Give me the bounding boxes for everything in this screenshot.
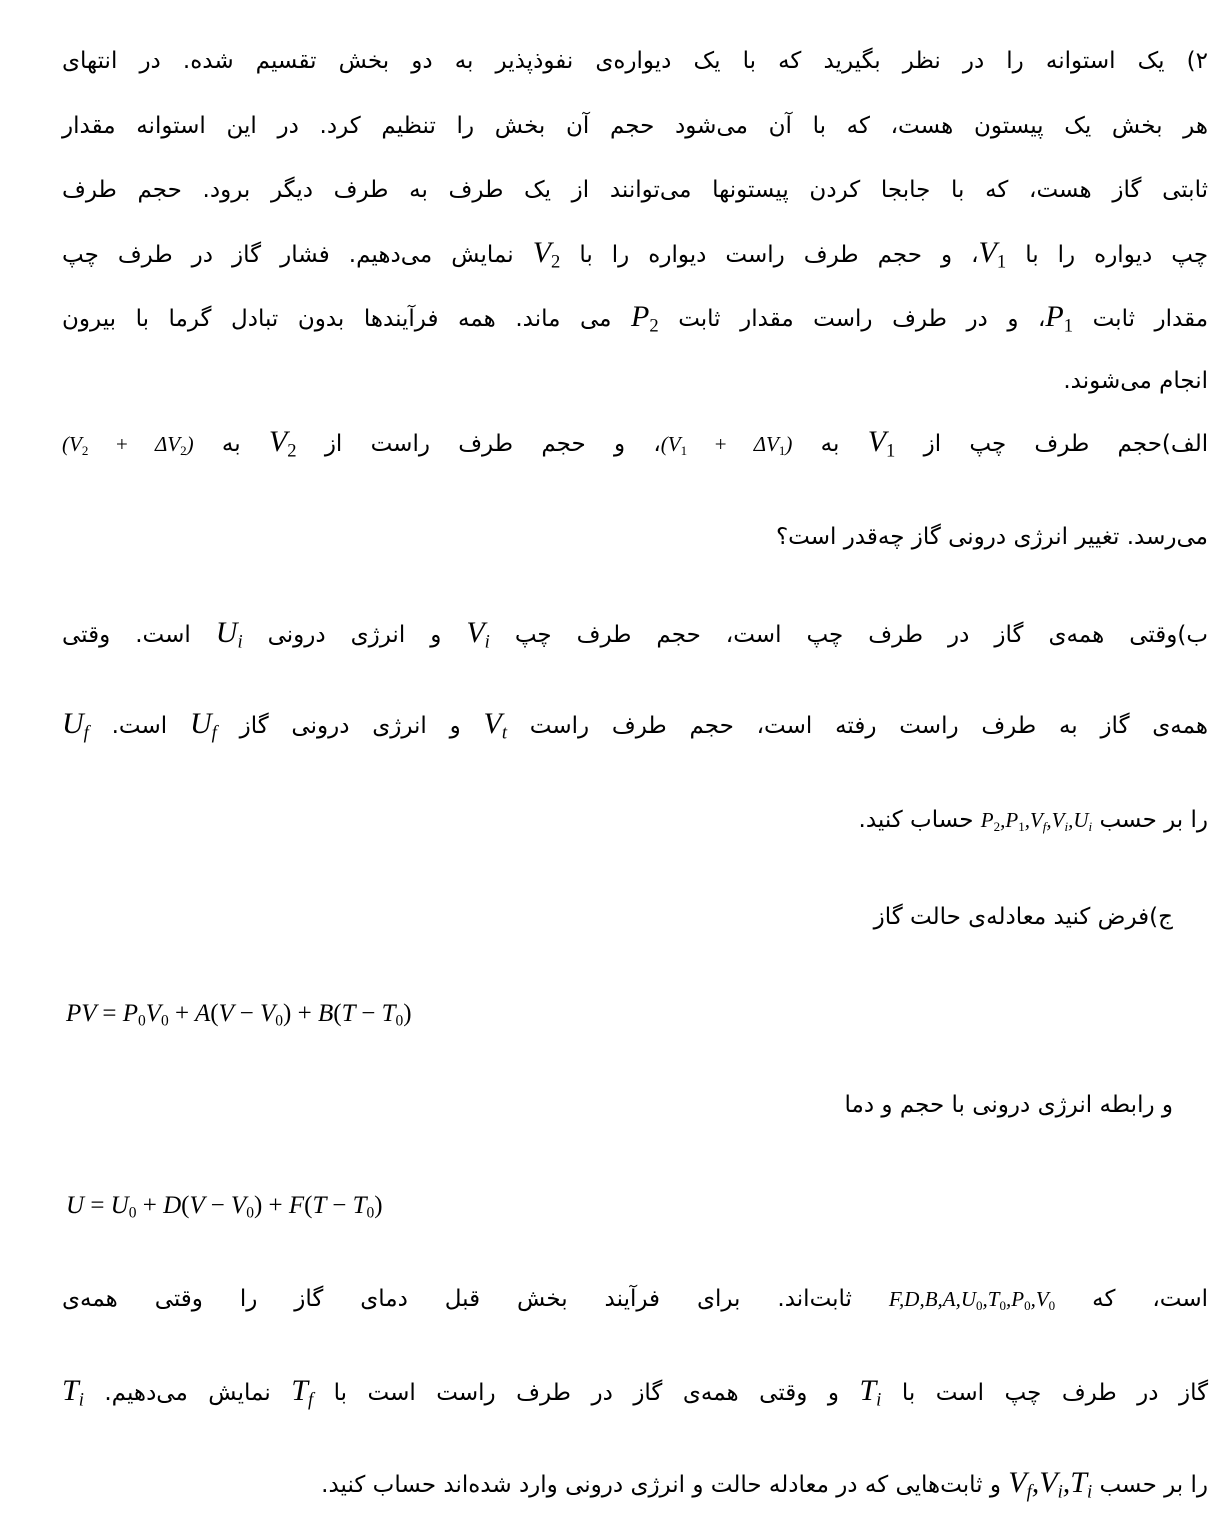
part-b-line-3: را بر حسب $P_2,P_1,Vf,Vi,Ui$ حساب کنید.: [858, 807, 1208, 834]
expr-constants-list: $F,D,B,A,U_0,T_0,P_0,V_0$: [888, 1287, 1056, 1313]
equation-of-state: PV = $P_0V_0 + A(V - V_0) + B(T - T_0)$: [66, 1000, 412, 1030]
expr-variable-list-b: $P_2,P_1,Vf,Vi,Ui$: [980, 808, 1093, 834]
intro-line-6: انجام می‌شوند.: [1063, 368, 1208, 394]
intro-line-3: ثابتی گاز هست، که با جابجا کردن پیستونها می‌توانند از یک طرف به طرف دیگر برود. حجم طرف: [62, 177, 1208, 203]
intro-line-4: چپ دیواره را با $V_1،$ و حجم طرف راست دیواره را با $V_2$ نمایش می‌دهیم. فشار گاز در طرف چپ: [62, 236, 1209, 273]
symbol-v1: $V_1$: [867, 425, 896, 462]
part-b-line-2: همه‌ی گاز به طرف راست رفته است، حجم طرف راست Vt و انرژی درونی گاز Uf است. Uf: [62, 707, 1209, 744]
symbol-v2: $V_2$: [532, 236, 561, 273]
part-c-line-4: گاز در طرف چپ است با Ti و وقتی همه‌ی گاز در طرف راست است با Tf نمایش می‌دهیم. Ti: [62, 1374, 1209, 1411]
part-a-line-2: می‌رسد. تغییر انرژی درونی گاز چه‌قدر است؟: [775, 524, 1208, 550]
symbol-uf: Uf: [62, 707, 89, 744]
part-c-line-5: را بر حسب Vf,Vi,Ti و ثابت‌هایی که در معادله حالت و انرژی درونی وارد شده‌اند حساب کنید.: [321, 1466, 1208, 1503]
expr-v2-plus-dv2: $(V_2 + \Delta V_2)$: [62, 432, 194, 458]
symbol-uf: Uf: [189, 707, 217, 744]
intro-line-2: هر بخش یک پیستون هست، که با آن می‌شود حجم آن بخش را تنظیم کرد. در این استوانه مقدار: [62, 113, 1208, 139]
part-b-line-1: ب)وقتی همه‌ی گاز در طرف چپ است، حجم طرف چپ Vi و انرژی درونی Ui است. وقتی: [62, 616, 1209, 653]
symbol-vi: Vi: [466, 616, 490, 653]
part-a-line-1: الف)حجم طرف چپ از $V_1$ به ($V_1$ + $\Delta V_1)،$ و حجم طرف راست از $V_2$ به $(V_2 + \Delta V_2)$: [62, 425, 1209, 462]
expr-v1-plus-dv1: $(V_1 + \Delta V_1)$: [660, 432, 793, 458]
symbol-v2: $V_2$: [268, 425, 297, 462]
internal-energy-equation: $U = U_0 + D(V - V_0) + F(T - T_0)$: [66, 1192, 383, 1222]
symbol-ti: Ti: [859, 1374, 882, 1411]
intro-line-5: مقدار ثابت $P_1،$ و در طرف راست مقدار ثابت $P_2$ می ماند. همه فرآیندها بدون تبادل گرما با بیرون: [62, 300, 1209, 337]
symbol-ui: Ui: [215, 616, 243, 653]
symbol-v1: $V_1$: [978, 236, 1007, 273]
part-c-line-1: ج)فرض کنید معادله‌ی حالت گاز: [873, 904, 1173, 930]
symbol-tf: Tf: [291, 1374, 314, 1411]
intro-line-1: ۲) یک استوانه را در نظر بگیرید که با یک دیواره‌ی نفوذپذیر به دو بخش تقسیم شده. در انتهای: [62, 48, 1208, 74]
part-c-line-2: و رابطه انرژی درونی با حجم و دما: [844, 1092, 1173, 1118]
symbol-p1: $P_1$: [1045, 300, 1074, 337]
symbol-p2: $P_2$: [631, 300, 659, 337]
expr-variable-list-c: Vf,Vi,Ti: [1008, 1466, 1093, 1503]
symbol-vt: Vt: [483, 707, 507, 744]
part-c-line-3: است، که $F,D,B,A,U_0,T_0,P_0,V_0$ ثابت‌اند. برای فرآیند بخش قبل دمای گاز را وقتی همه‌ی: [62, 1286, 1209, 1313]
symbol-ti: Ti: [62, 1374, 84, 1411]
